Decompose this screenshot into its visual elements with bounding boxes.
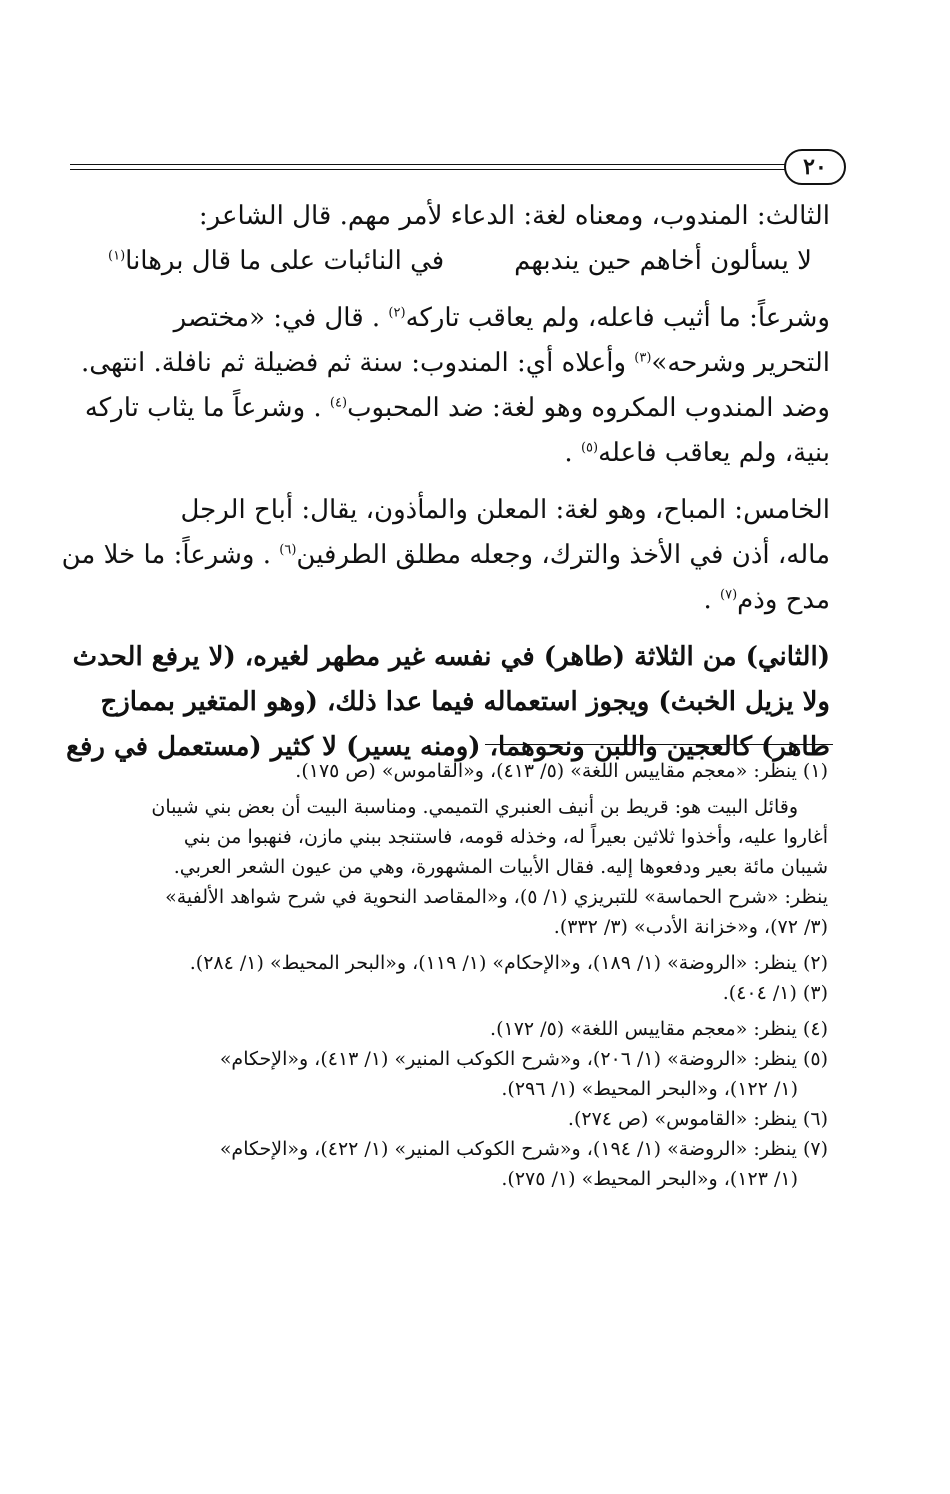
text-line: (الثاني) من الثلاثة (طاهر) في نفسه غير مطهر لغيره، (لا يرفع الحدث xyxy=(72,642,830,672)
line-text: بنية، ولم يعاقب فاعله xyxy=(598,438,830,468)
page-number: ٢٠ xyxy=(784,149,846,185)
line-text-after: . وشرعاً ما يثاب تاركه xyxy=(84,393,330,423)
line-text-after: . xyxy=(564,438,581,468)
footnote-marker: (٢) xyxy=(388,305,406,321)
text-line: ولا يزيل الخبث) ويجوز استعماله فيما عدا ذلك، (وهو المتغير بممازج xyxy=(100,687,830,717)
paragraph-tahir xyxy=(66,635,830,770)
line-text-after: . قال في: «مختصر xyxy=(173,303,389,333)
footnote-marker: (٣) xyxy=(634,350,652,366)
line-text: التحرير وشرحه» xyxy=(651,348,830,378)
footnote-separator xyxy=(485,744,833,745)
footnote-line: شيبان مائة بعير ودفعوها إليه. فقال الأبيات المشهورة، وهي من عيون الشعر العربي. xyxy=(173,856,828,878)
text-line xyxy=(78,431,830,476)
verse-second-hemistich xyxy=(108,239,444,284)
line-text: الخامس: المباح، وهو لغة: المعلن والمأذون، يقال: أباح الرجل xyxy=(180,495,830,525)
text-line xyxy=(78,386,830,431)
footnote-marker: (٦) xyxy=(279,542,297,558)
footnote-marker: (٧) xyxy=(720,587,738,603)
line-text: وضد المندوب المكروه وهو لغة: ضد المحبوب xyxy=(347,393,830,423)
line-text-after: . وشرعاً: ما خلا من xyxy=(61,540,280,570)
footnotes xyxy=(80,756,828,1194)
text-line: طاهر) كالعجين واللبن ونحوهما، (ومنه يسير) لا كثير (مستعمل في رفع xyxy=(66,732,830,762)
footnote-line: (١/ ١٢٣)، و«البحر المحيط» (١/ ٢٧٥). xyxy=(501,1168,798,1190)
footnote-line: ينظر: «شرح الحماسة» للتبريزي (١/ ٥)، و«المقاصد النحوية في شرح شواهد الألفية» xyxy=(165,886,828,908)
footnote-marker: (٥) xyxy=(580,440,599,456)
line-text: وشرعاً: ما أثيب فاعله، ولم يعاقب تاركه xyxy=(405,303,830,333)
footnote-marker: (٤) xyxy=(329,395,348,411)
text-line xyxy=(61,533,830,578)
text-line xyxy=(78,341,830,386)
poetry-verse xyxy=(78,239,830,284)
line-text-after: وأعلاه أي: المندوب: سنة ثم فضيلة ثم نافلة. انتهى. xyxy=(81,348,635,378)
footnote-line: (٣) (١/ ٤٠٤). xyxy=(722,982,828,1004)
text-line xyxy=(78,296,830,341)
paragraph-mubah xyxy=(61,488,830,623)
footnote-line: (١) ينظر: «معجم مقاييس اللغة» (٥/ ٤١٣)، و«القاموس» (ص ١٧٥). xyxy=(295,760,828,782)
line-text-after: . xyxy=(703,585,720,615)
line-text: ماله، أذن في الأخذ والترك، وجعله مطلق الطرفين xyxy=(296,540,830,570)
footnote-line: (٣/ ٧٢)، و«خزانة الأدب» (٣/ ٣٣٢). xyxy=(553,916,828,938)
verse-first-hemistich: لا يسألون أخاهم حين يندبهم xyxy=(514,246,812,276)
main-text xyxy=(61,194,830,770)
line-text: مدح وذم xyxy=(737,585,830,615)
verse-second-text: في النائبات على ما قال برهانا xyxy=(125,246,445,276)
footnote-line: أغاروا عليه، وأخذوا ثلاثين بعيراً له، وخذله قومه، فاستنجد ببني مازن، فنهبوا من بني xyxy=(183,826,828,848)
text-line: الثالث: المندوب، ومعناه لغة: الدعاء لأمر مهم. قال الشاعر: xyxy=(198,201,830,231)
footnote-line: (٢) ينظر: «الروضة» (١/ ١٨٩)، و«الإحكام» (١/ ١١٩)، و«البحر المحيط» (١/ ٢٨٤). xyxy=(189,952,828,974)
header-rule xyxy=(70,164,788,170)
footnote-line: (٧) ينظر: «الروضة» (١/ ١٩٤)، و«شرح الكوكب المنير» (١/ ٤٢٢)، و«الإحكام» xyxy=(219,1138,828,1160)
footnote-line: (١/ ١٢٢)، و«البحر المحيط» (١/ ٢٩٦). xyxy=(501,1078,798,1100)
paragraph-mandub xyxy=(78,296,830,476)
footnote-line: (٤) ينظر: «معجم مقاييس اللغة» (٥/ ١٧٢). xyxy=(490,1018,828,1040)
text-line xyxy=(78,578,830,623)
footnote-marker: (١) xyxy=(108,248,126,264)
footnote-line: (٦) ينظر: «القاموس» (ص ٢٧٤). xyxy=(567,1108,828,1130)
footnote-line: (٥) ينظر: «الروضة» (١/ ٢٠٦)، و«شرح الكوكب المنير» (١/ ٤١٣)، و«الإحكام» xyxy=(219,1048,828,1070)
text-line xyxy=(78,488,830,533)
footnote-line: وقائل البيت هو: قريط بن أنيف العنبري التميمي. ومناسبة البيت أن بعض بني شيبان xyxy=(151,796,798,818)
